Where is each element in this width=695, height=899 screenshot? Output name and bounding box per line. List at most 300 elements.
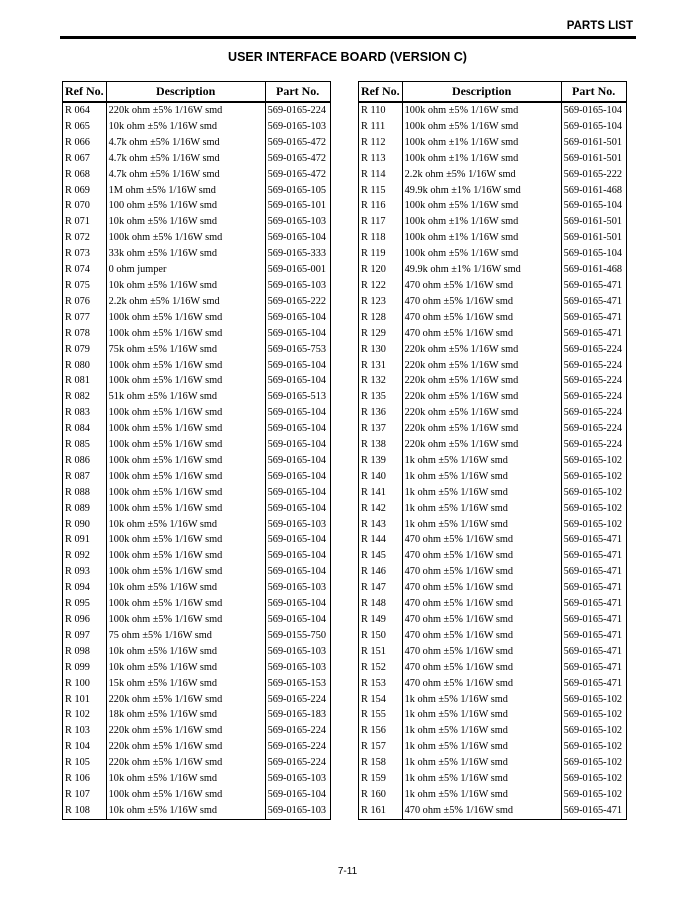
table-row xyxy=(359,151,627,167)
table-row xyxy=(359,676,627,692)
description-cell: 4.7k ohm ±5% 1/16W smd xyxy=(106,167,265,183)
description-cell: 10k ohm ±5% 1/16W smd xyxy=(106,803,265,819)
ref-no-cell: R 132 xyxy=(359,373,403,389)
table-row xyxy=(359,453,627,469)
part-no-cell: 569-0165-102 xyxy=(561,485,626,501)
ref-no-cell: R 105 xyxy=(63,755,107,771)
description-cell: 220k ohm ±5% 1/16W smd xyxy=(402,437,561,453)
table-row xyxy=(359,707,627,723)
description-cell: 10k ohm ±5% 1/16W smd xyxy=(106,660,265,676)
part-no-cell: 569-0165-104 xyxy=(265,453,330,469)
ref-no-cell: R 157 xyxy=(359,739,403,755)
description-cell: 10k ohm ±5% 1/16W smd xyxy=(106,517,265,533)
ref-no-cell: R 073 xyxy=(63,246,107,262)
description-cell: 10k ohm ±5% 1/16W smd xyxy=(106,771,265,787)
description-cell: 100k ohm ±5% 1/16W smd xyxy=(402,198,561,214)
part-no-cell: 569-0165-102 xyxy=(561,707,626,723)
description-header: Description xyxy=(106,82,265,103)
ref-no-cell: R 123 xyxy=(359,294,403,310)
ref-no-cell: R 152 xyxy=(359,660,403,676)
description-cell: 18k ohm ±5% 1/16W smd xyxy=(106,707,265,723)
table-row xyxy=(359,501,627,517)
part-no-cell: 569-0165-103 xyxy=(265,517,330,533)
description-cell: 10k ohm ±5% 1/16W smd xyxy=(106,119,265,135)
ref-no-header: Ref No. xyxy=(359,82,403,103)
ref-no-cell: R 094 xyxy=(63,580,107,596)
part-no-cell: 569-0165-471 xyxy=(561,644,626,660)
table-row xyxy=(359,469,627,485)
ref-no-cell: R 065 xyxy=(63,119,107,135)
description-cell: 220k ohm ±5% 1/16W smd xyxy=(402,405,561,421)
table-row xyxy=(63,485,331,501)
description-cell: 1k ohm ±5% 1/16W smd xyxy=(402,485,561,501)
table-row xyxy=(359,135,627,151)
part-no-cell: 569-0165-753 xyxy=(265,342,330,358)
ref-no-cell: R 093 xyxy=(63,564,107,580)
table-row xyxy=(359,580,627,596)
description-cell: 220k ohm ±5% 1/16W smd xyxy=(106,739,265,755)
ref-no-cell: R 117 xyxy=(359,214,403,230)
table-header-row xyxy=(359,82,627,103)
ref-no-cell: R 150 xyxy=(359,628,403,644)
description-cell: 100k ohm ±1% 1/16W smd xyxy=(402,214,561,230)
table-row xyxy=(63,342,331,358)
table-row xyxy=(359,644,627,660)
part-no-cell: 569-0165-102 xyxy=(561,723,626,739)
table-row xyxy=(359,787,627,803)
table-row xyxy=(63,278,331,294)
ref-no-cell: R 108 xyxy=(63,803,107,819)
table-row xyxy=(359,723,627,739)
ref-no-cell: R 119 xyxy=(359,246,403,262)
ref-no-cell: R 141 xyxy=(359,485,403,501)
part-no-cell: 569-0165-103 xyxy=(265,660,330,676)
part-no-cell: 569-0165-103 xyxy=(265,580,330,596)
table-row xyxy=(63,167,331,183)
part-no-cell: 569-0165-102 xyxy=(561,453,626,469)
part-no-cell: 569-0165-104 xyxy=(265,358,330,374)
part-no-cell: 569-0165-104 xyxy=(265,564,330,580)
ref-no-cell: R 149 xyxy=(359,612,403,628)
ref-no-cell: R 129 xyxy=(359,326,403,342)
table-row xyxy=(359,405,627,421)
table-row xyxy=(359,421,627,437)
description-cell: 470 ohm ±5% 1/16W smd xyxy=(402,612,561,628)
table-row xyxy=(359,262,627,278)
ref-no-cell: R 130 xyxy=(359,342,403,358)
table-row xyxy=(63,183,331,199)
part-no-cell: 569-0165-224 xyxy=(265,692,330,708)
ref-no-cell: R 066 xyxy=(63,135,107,151)
table-row xyxy=(63,230,331,246)
part-no-cell: 569-0165-471 xyxy=(561,294,626,310)
ref-no-cell: R 078 xyxy=(63,326,107,342)
part-no-cell: 569-0161-501 xyxy=(561,230,626,246)
table-row xyxy=(359,373,627,389)
table-row xyxy=(359,389,627,405)
ref-no-cell: R 144 xyxy=(359,532,403,548)
ref-no-cell: R 139 xyxy=(359,453,403,469)
ref-no-cell: R 122 xyxy=(359,278,403,294)
table-row xyxy=(359,564,627,580)
ref-no-cell: R 160 xyxy=(359,787,403,803)
description-cell: 100k ohm ±5% 1/16W smd xyxy=(106,612,265,628)
ref-no-cell: R 112 xyxy=(359,135,403,151)
part-no-cell: 569-0165-104 xyxy=(265,310,330,326)
ref-no-cell: R 100 xyxy=(63,676,107,692)
table-row xyxy=(63,151,331,167)
ref-no-header: Ref No. xyxy=(63,82,107,103)
description-cell: 75 ohm ±5% 1/16W smd xyxy=(106,628,265,644)
description-cell: 100k ohm ±5% 1/16W smd xyxy=(106,405,265,421)
table-row xyxy=(359,310,627,326)
part-no-cell: 569-0165-471 xyxy=(561,580,626,596)
part-no-cell: 569-0165-104 xyxy=(265,230,330,246)
description-cell: 470 ohm ±5% 1/16W smd xyxy=(402,278,561,294)
part-no-cell: 569-0165-104 xyxy=(561,102,626,119)
table-row xyxy=(359,596,627,612)
part-no-cell: 569-0165-102 xyxy=(561,501,626,517)
ref-no-cell: R 069 xyxy=(63,183,107,199)
table-row xyxy=(359,294,627,310)
ref-no-cell: R 148 xyxy=(359,596,403,612)
table-header-row xyxy=(63,82,331,103)
part-no-cell: 569-0165-224 xyxy=(265,102,330,119)
ref-no-cell: R 068 xyxy=(63,167,107,183)
table-row xyxy=(63,421,331,437)
part-no-cell: 569-0165-102 xyxy=(561,692,626,708)
ref-no-cell: R 064 xyxy=(63,102,107,119)
table-row xyxy=(63,469,331,485)
description-cell: 100k ohm ±1% 1/16W smd xyxy=(402,135,561,151)
description-cell: 1k ohm ±5% 1/16W smd xyxy=(402,453,561,469)
ref-no-cell: R 085 xyxy=(63,437,107,453)
description-header: Description xyxy=(402,82,561,103)
table-row xyxy=(359,692,627,708)
ref-no-cell: R 110 xyxy=(359,102,403,119)
table-row xyxy=(63,787,331,803)
description-cell: 100k ohm ±5% 1/16W smd xyxy=(106,485,265,501)
part-no-cell: 569-0165-224 xyxy=(561,421,626,437)
description-cell: 15k ohm ±5% 1/16W smd xyxy=(106,676,265,692)
table-row xyxy=(359,755,627,771)
table-row xyxy=(63,501,331,517)
part-no-cell: 569-0165-102 xyxy=(561,517,626,533)
table-row xyxy=(359,214,627,230)
table-row xyxy=(63,437,331,453)
ref-no-cell: R 115 xyxy=(359,183,403,199)
ref-no-cell: R 081 xyxy=(63,373,107,389)
ref-no-cell: R 083 xyxy=(63,405,107,421)
ref-no-cell: R 131 xyxy=(359,358,403,374)
table-row xyxy=(63,707,331,723)
ref-no-cell: R 088 xyxy=(63,485,107,501)
description-cell: 220k ohm ±5% 1/16W smd xyxy=(106,723,265,739)
part-no-cell: 569-0165-224 xyxy=(561,358,626,374)
description-cell: 100k ohm ±5% 1/16W smd xyxy=(106,453,265,469)
table-row xyxy=(63,517,331,533)
description-cell: 100k ohm ±1% 1/16W smd xyxy=(402,230,561,246)
description-cell: 2.2k ohm ±5% 1/16W smd xyxy=(402,167,561,183)
part-no-cell: 569-0165-104 xyxy=(265,485,330,501)
table-row xyxy=(359,739,627,755)
table-row xyxy=(359,612,627,628)
page-number: 7-11 xyxy=(337,866,358,877)
part-no-cell: 569-0165-104 xyxy=(265,612,330,628)
ref-no-cell: R 143 xyxy=(359,517,403,533)
part-no-cell: 569-0165-101 xyxy=(265,198,330,214)
part-no-cell: 569-0165-224 xyxy=(561,405,626,421)
table-row xyxy=(63,294,331,310)
ref-no-cell: R 107 xyxy=(63,787,107,803)
part-no-cell: 569-0165-224 xyxy=(265,739,330,755)
table-row xyxy=(359,803,627,819)
ref-no-cell: R 136 xyxy=(359,405,403,421)
description-cell: 1k ohm ±5% 1/16W smd xyxy=(402,787,561,803)
table-row xyxy=(63,692,331,708)
table-row xyxy=(63,580,331,596)
table-row xyxy=(359,660,627,676)
ref-no-cell: R 097 xyxy=(63,628,107,644)
description-cell: 470 ohm ±5% 1/16W smd xyxy=(402,676,561,692)
table-row xyxy=(63,453,331,469)
table-row xyxy=(63,373,331,389)
ref-no-cell: R 070 xyxy=(63,198,107,214)
description-cell: 2.2k ohm ±5% 1/16W smd xyxy=(106,294,265,310)
description-cell: 49.9k ohm ±1% 1/16W smd xyxy=(402,262,561,278)
table-row xyxy=(359,119,627,135)
ref-no-cell: R 114 xyxy=(359,167,403,183)
parts-table-right xyxy=(358,81,627,820)
ref-no-cell: R 135 xyxy=(359,389,403,405)
part-no-cell: 569-0161-468 xyxy=(561,262,626,278)
description-cell: 0 ohm jumper xyxy=(106,262,265,278)
description-cell: 220k ohm ±5% 1/16W smd xyxy=(402,342,561,358)
description-cell: 1k ohm ±5% 1/16W smd xyxy=(402,517,561,533)
table-row xyxy=(63,310,331,326)
description-cell: 1M ohm ±5% 1/16W smd xyxy=(106,183,265,199)
part-no-cell: 569-0165-104 xyxy=(265,421,330,437)
description-cell: 470 ohm ±5% 1/16W smd xyxy=(402,564,561,580)
part-no-cell: 569-0161-501 xyxy=(561,135,626,151)
part-no-cell: 569-0165-471 xyxy=(561,660,626,676)
part-no-cell: 569-0165-471 xyxy=(561,596,626,612)
description-cell: 100k ohm ±5% 1/16W smd xyxy=(106,373,265,389)
table-row xyxy=(359,437,627,453)
table-row xyxy=(63,532,331,548)
part-no-cell: 569-0165-224 xyxy=(561,373,626,389)
header-rule xyxy=(60,36,636,39)
ref-no-cell: R 159 xyxy=(359,771,403,787)
description-cell: 51k ohm ±5% 1/16W smd xyxy=(106,389,265,405)
ref-no-cell: R 075 xyxy=(63,278,107,294)
ref-no-cell: R 113 xyxy=(359,151,403,167)
description-cell: 220k ohm ±5% 1/16W smd xyxy=(402,373,561,389)
part-no-cell: 569-0165-102 xyxy=(561,469,626,485)
ref-no-cell: R 153 xyxy=(359,676,403,692)
ref-no-cell: R 099 xyxy=(63,660,107,676)
description-cell: 1k ohm ±5% 1/16W smd xyxy=(402,469,561,485)
description-cell: 49.9k ohm ±1% 1/16W smd xyxy=(402,183,561,199)
description-cell: 220k ohm ±5% 1/16W smd xyxy=(402,358,561,374)
description-cell: 470 ohm ±5% 1/16W smd xyxy=(402,644,561,660)
table-row xyxy=(359,771,627,787)
description-cell: 470 ohm ±5% 1/16W smd xyxy=(402,532,561,548)
part-no-cell: 569-0165-105 xyxy=(265,183,330,199)
table-row xyxy=(63,262,331,278)
part-no-cell: 569-0165-183 xyxy=(265,707,330,723)
description-cell: 100k ohm ±5% 1/16W smd xyxy=(402,102,561,119)
table-row xyxy=(359,102,627,119)
table-row xyxy=(63,771,331,787)
description-cell: 100k ohm ±5% 1/16W smd xyxy=(106,310,265,326)
ref-no-cell: R 095 xyxy=(63,596,107,612)
ref-no-cell: R 140 xyxy=(359,469,403,485)
table-row xyxy=(63,644,331,660)
ref-no-cell: R 104 xyxy=(63,739,107,755)
ref-no-cell: R 082 xyxy=(63,389,107,405)
part-no-cell: 569-0165-471 xyxy=(561,326,626,342)
description-cell: 100k ohm ±5% 1/16W smd xyxy=(106,358,265,374)
part-no-cell: 569-0165-104 xyxy=(265,437,330,453)
part-no-cell: 569-0165-471 xyxy=(561,278,626,294)
description-cell: 10k ohm ±5% 1/16W smd xyxy=(106,278,265,294)
ref-no-cell: R 154 xyxy=(359,692,403,708)
description-cell: 100 ohm ±5% 1/16W smd xyxy=(106,198,265,214)
table-row xyxy=(359,358,627,374)
part-no-cell: 569-0161-501 xyxy=(561,151,626,167)
ref-no-cell: R 076 xyxy=(63,294,107,310)
table-row xyxy=(63,803,331,819)
part-no-cell: 569-0165-222 xyxy=(561,167,626,183)
ref-no-cell: R 080 xyxy=(63,358,107,374)
ref-no-cell: R 077 xyxy=(63,310,107,326)
part-no-cell: 569-0165-222 xyxy=(265,294,330,310)
part-no-cell: 569-0165-472 xyxy=(265,151,330,167)
part-no-cell: 569-0165-104 xyxy=(561,246,626,262)
part-no-cell: 569-0165-224 xyxy=(265,723,330,739)
ref-no-cell: R 089 xyxy=(63,501,107,517)
description-cell: 470 ohm ±5% 1/16W smd xyxy=(402,660,561,676)
part-no-cell: 569-0165-102 xyxy=(561,739,626,755)
part-no-cell: 569-0165-104 xyxy=(265,405,330,421)
description-cell: 100k ohm ±5% 1/16W smd xyxy=(106,564,265,580)
table-row xyxy=(63,198,331,214)
description-cell: 100k ohm ±5% 1/16W smd xyxy=(106,501,265,517)
part-no-cell: 569-0165-153 xyxy=(265,676,330,692)
part-no-cell: 569-0165-471 xyxy=(561,532,626,548)
ref-no-cell: R 084 xyxy=(63,421,107,437)
table-row xyxy=(63,119,331,135)
ref-no-cell: R 096 xyxy=(63,612,107,628)
description-cell: 100k ohm ±5% 1/16W smd xyxy=(106,469,265,485)
part-no-cell: 569-0165-104 xyxy=(265,787,330,803)
ref-no-cell: R 120 xyxy=(359,262,403,278)
description-cell: 1k ohm ±5% 1/16W smd xyxy=(402,739,561,755)
description-cell: 100k ohm ±5% 1/16W smd xyxy=(106,596,265,612)
description-cell: 470 ohm ±5% 1/16W smd xyxy=(402,803,561,819)
part-no-cell: 569-0161-501 xyxy=(561,214,626,230)
running-header-title: PARTS LIST xyxy=(566,20,633,32)
description-cell: 100k ohm ±5% 1/16W smd xyxy=(106,532,265,548)
ref-no-cell: R 079 xyxy=(63,342,107,358)
part-no-cell: 569-0165-471 xyxy=(561,548,626,564)
description-cell: 1k ohm ±5% 1/16W smd xyxy=(402,707,561,723)
ref-no-cell: R 116 xyxy=(359,198,403,214)
description-cell: 220k ohm ±5% 1/16W smd xyxy=(106,755,265,771)
part-no-cell: 569-0165-513 xyxy=(265,389,330,405)
description-cell: 75k ohm ±5% 1/16W smd xyxy=(106,342,265,358)
description-cell: 220k ohm ±5% 1/16W smd xyxy=(106,102,265,119)
description-cell: 220k ohm ±5% 1/16W smd xyxy=(106,692,265,708)
ref-no-cell: R 161 xyxy=(359,803,403,819)
table-row xyxy=(63,548,331,564)
part-no-cell: 569-0165-472 xyxy=(265,135,330,151)
ref-no-cell: R 101 xyxy=(63,692,107,708)
table-row xyxy=(63,755,331,771)
table-row xyxy=(63,676,331,692)
part-no-cell: 569-0165-103 xyxy=(265,803,330,819)
table-row xyxy=(359,167,627,183)
table-row xyxy=(63,612,331,628)
table-row xyxy=(359,517,627,533)
ref-no-cell: R 155 xyxy=(359,707,403,723)
part-no-cell: 569-0165-333 xyxy=(265,246,330,262)
part-no-cell: 569-0165-224 xyxy=(561,389,626,405)
ref-no-cell: R 128 xyxy=(359,310,403,326)
table-row xyxy=(63,660,331,676)
table-row xyxy=(63,102,331,119)
ref-no-cell: R 106 xyxy=(63,771,107,787)
description-cell: 10k ohm ±5% 1/16W smd xyxy=(106,214,265,230)
ref-no-cell: R 086 xyxy=(63,453,107,469)
part-no-cell: 569-0165-104 xyxy=(265,501,330,517)
ref-no-cell: R 090 xyxy=(63,517,107,533)
part-no-cell: 569-0165-472 xyxy=(265,167,330,183)
part-no-header: Part No. xyxy=(265,82,330,103)
ref-no-cell: R 067 xyxy=(63,151,107,167)
ref-no-cell: R 092 xyxy=(63,548,107,564)
table-row xyxy=(359,326,627,342)
description-cell: 100k ohm ±5% 1/16W smd xyxy=(106,548,265,564)
table-row xyxy=(63,326,331,342)
part-no-cell: 569-0165-103 xyxy=(265,214,330,230)
ref-no-cell: R 072 xyxy=(63,230,107,246)
table-row xyxy=(63,135,331,151)
ref-no-cell: R 091 xyxy=(63,532,107,548)
description-cell: 10k ohm ±5% 1/16W smd xyxy=(106,580,265,596)
ref-no-cell: R 156 xyxy=(359,723,403,739)
description-cell: 33k ohm ±5% 1/16W smd xyxy=(106,246,265,262)
description-cell: 4.7k ohm ±5% 1/16W smd xyxy=(106,151,265,167)
table-row xyxy=(63,405,331,421)
parts-table-left xyxy=(62,81,331,820)
part-no-cell: 569-0165-104 xyxy=(265,469,330,485)
part-no-cell: 569-0165-001 xyxy=(265,262,330,278)
table-row xyxy=(63,214,331,230)
part-no-cell: 569-0161-468 xyxy=(561,183,626,199)
part-no-cell: 569-0165-102 xyxy=(561,755,626,771)
part-no-cell: 569-0165-104 xyxy=(265,326,330,342)
table-row xyxy=(63,358,331,374)
part-no-cell: 569-0165-224 xyxy=(265,755,330,771)
part-no-cell: 569-0165-102 xyxy=(561,787,626,803)
part-no-cell: 569-0165-103 xyxy=(265,644,330,660)
part-no-cell: 569-0165-104 xyxy=(265,548,330,564)
ref-no-cell: R 142 xyxy=(359,501,403,517)
part-no-cell: 569-0165-471 xyxy=(561,628,626,644)
description-cell: 470 ohm ±5% 1/16W smd xyxy=(402,628,561,644)
